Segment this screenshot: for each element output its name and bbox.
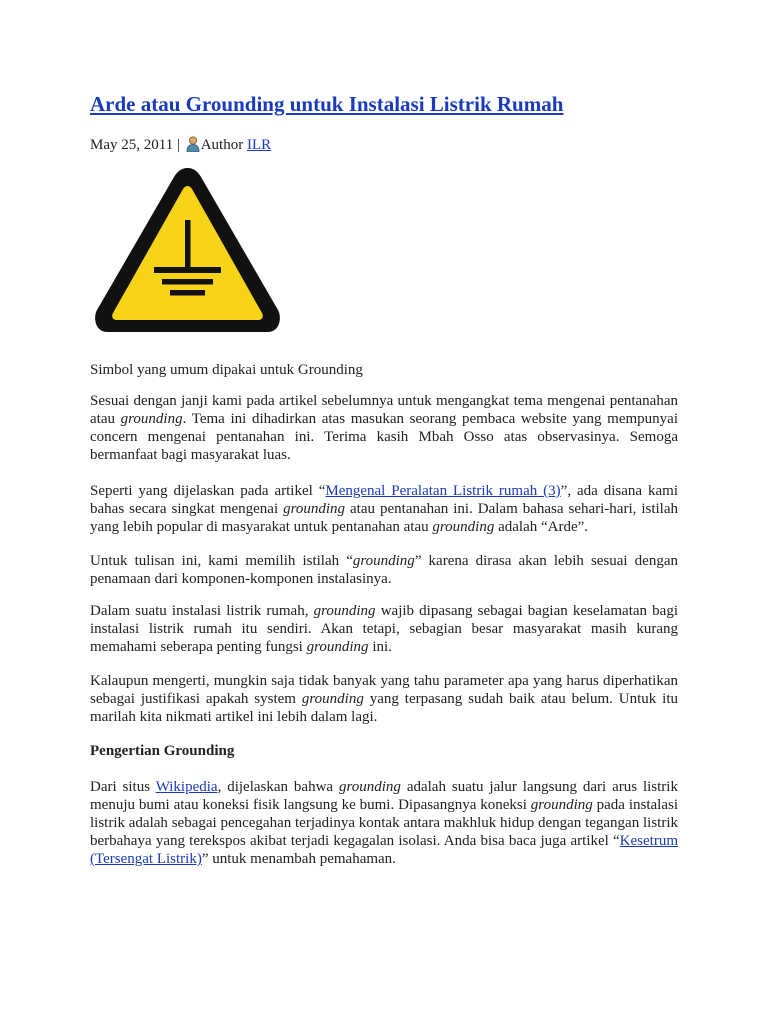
text: atau pentanahan ini. Dalam bahasa sehari-hari, istilah yang lebih popular di masyarakat untuk pentanahan atau (90, 501, 678, 535)
emphasis: grounding (530, 797, 593, 813)
link-mengenal-peralatan[interactable]: Mengenal Peralatan Listrik rumah (3) (325, 483, 561, 499)
link-wikipedia[interactable]: Wikipedia (155, 779, 218, 795)
article-meta (90, 135, 271, 158)
article-title (90, 90, 563, 118)
emphasis: grounding (432, 519, 495, 535)
emphasis: grounding (283, 501, 346, 517)
text: ” untuk menambah pemahaman. (201, 851, 396, 867)
text: adalah suatu jalur langsung dari arus listrik menuju bumi atau koneksi fisik langsung ke bumi. Dipasangnya koneksi (90, 779, 678, 813)
section-heading: Pengertian Grounding (90, 743, 235, 759)
text: Dalam suatu instalasi listrik rumah, (90, 603, 314, 619)
text: Kalaupun mengerti, mungkin saja tidak banyak yang tahu parameter apa yang harus diperhatikan sebagai justifikasi apakah system (90, 673, 678, 707)
text: Sesuai dengan janji kami pada artikel sebelumnya untuk mengangkat tema mengenai pentanahan atau (90, 393, 678, 427)
emphasis: grounding (338, 779, 401, 795)
paragraph-2 (90, 482, 678, 536)
link-kesetrum[interactable]: Kesetrum (Tersengat Listrik) (90, 833, 678, 867)
text: Untuk tulisan ini, kami memilih istilah “ (90, 553, 353, 569)
text: adalah “Arde”. (494, 519, 589, 535)
grounding-warning-sign (90, 162, 285, 337)
text: wajib dipasang sebagai bagian keselamatan bagi instalasi listrik rumah itu sendiri. Akan tetapi, sebagian besar masyarakat masih kurang memahami seberapa penting fungsi (90, 603, 678, 655)
article-title-link[interactable]: Arde atau Grounding untuk Instalasi Listrik Rumah (90, 92, 564, 116)
emphasis: grounding (120, 411, 183, 427)
text: , dijelaskan bahwa (217, 779, 339, 795)
text: . Tema ini dihadirkan atas masukan seorang pembaca website yang mempunyai concern mengenai pentanahan ini. Terima kasih Mbah Osso atas observasinya. Semoga bermanfaat bagi masyarakat luas. (90, 411, 678, 463)
text: Dari situs (90, 779, 156, 795)
text: pada instalasi listrik adalah sebagai pencegahan terjadinya kontak antara makhluk hidup dengan tegangan listrik berbahaya yang terekspos akibat terjadi kegagalan isolasi. Anda bisa baca juga artikel “ (90, 797, 678, 849)
emphasis: grounding (306, 639, 369, 655)
text: ” karena dirasa akan lebih sesuai dengan penamaan dari komponen-komponen instalasinya. (90, 553, 678, 587)
emphasis: grounding (313, 603, 376, 619)
publish-date: May 25, 2011 | (90, 137, 180, 153)
author-icon (186, 136, 200, 158)
author-label: Author (200, 137, 244, 153)
emphasis: grounding (301, 691, 364, 707)
paragraph-1 (90, 392, 678, 464)
emphasis: grounding (352, 553, 415, 569)
paragraph-4 (90, 602, 678, 656)
author-link[interactable]: ILR (246, 137, 272, 153)
paragraph-3 (90, 552, 678, 588)
paragraph-5 (90, 672, 678, 726)
text: Seperti yang dijelaskan pada artikel “ (90, 483, 326, 499)
text: ini. (368, 639, 392, 655)
paragraph-6 (90, 778, 678, 868)
text: yang terpasang sudah baik atau belum. Untuk itu marilah kita nikmati artikel ini lebih dalam lagi. (90, 691, 678, 725)
text: ”, ada disana kami bahas secara singkat mengenai (90, 483, 678, 517)
image-caption: Simbol yang umum dipakai untuk Grounding (90, 362, 363, 378)
